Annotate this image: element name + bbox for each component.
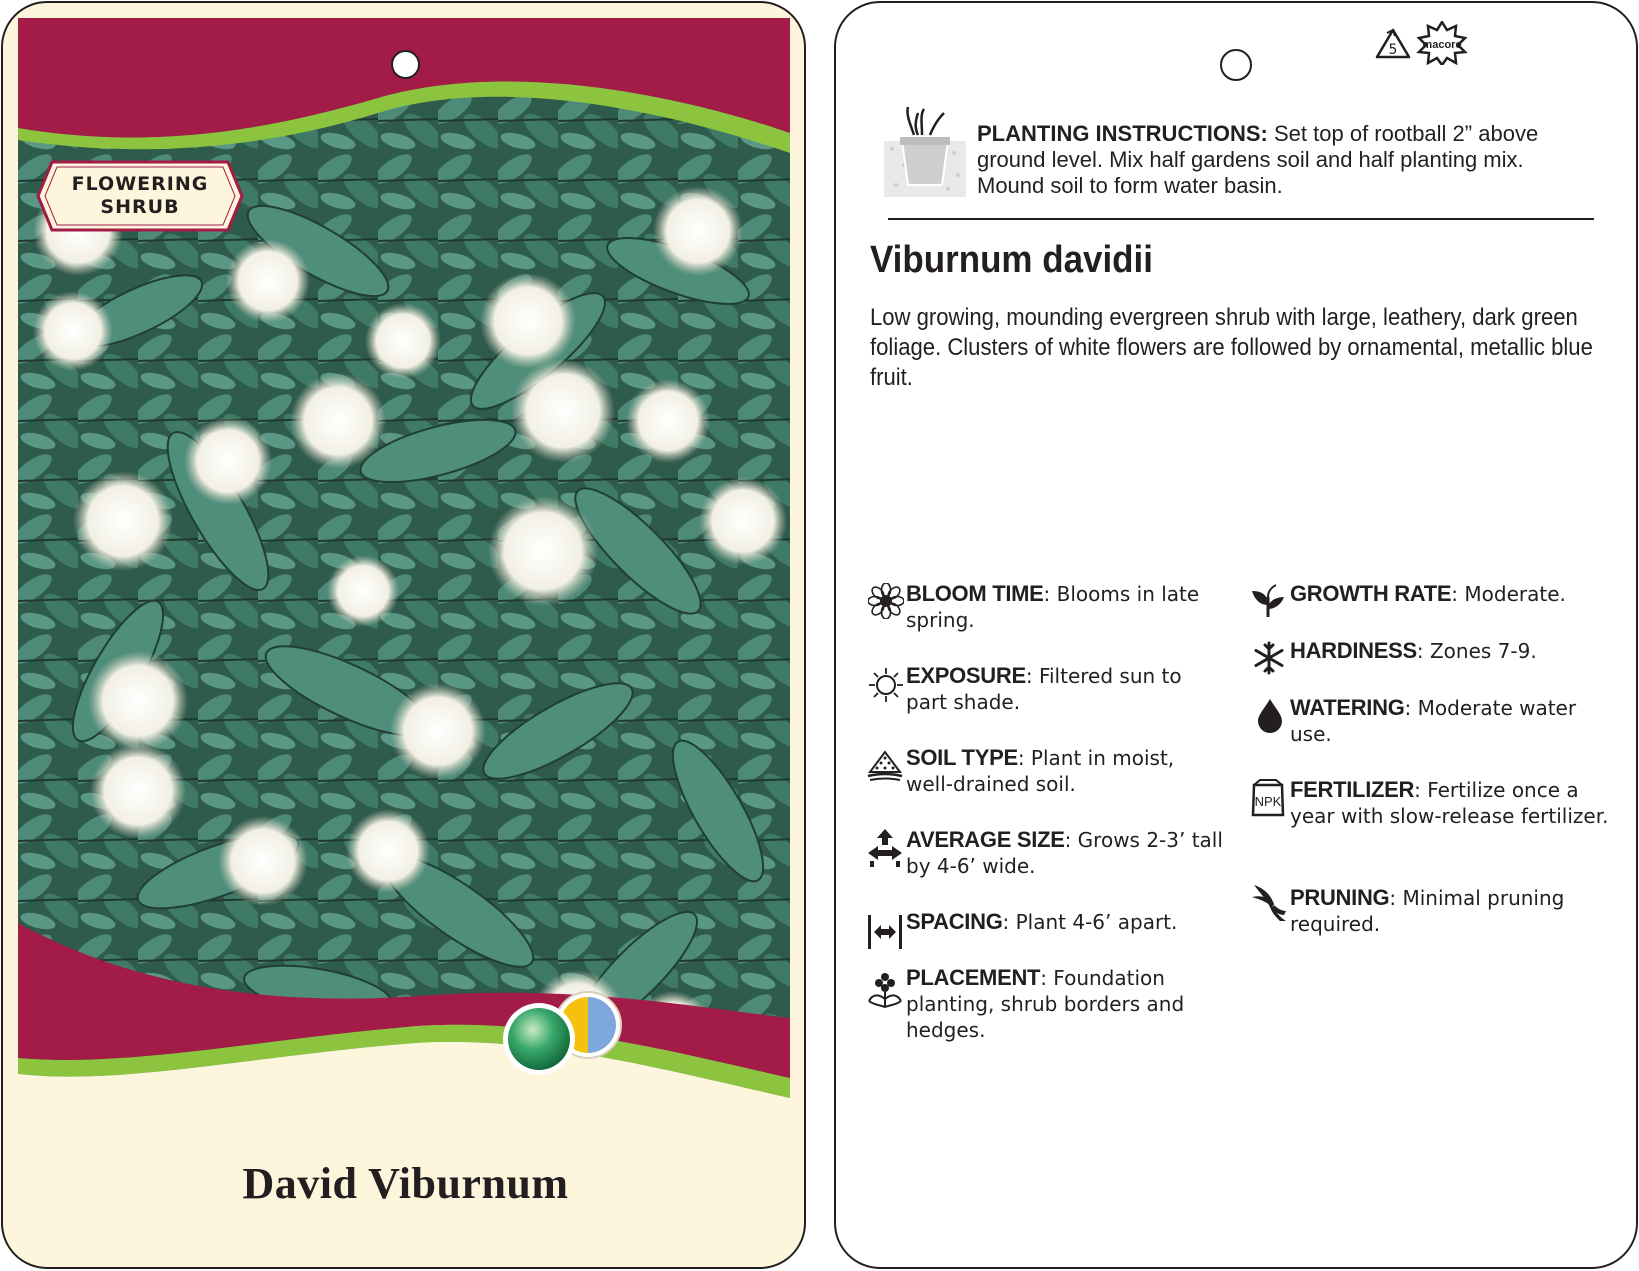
- recycle-number: 5: [1388, 42, 1398, 58]
- average-size-label: AVERAGE SIZE: [906, 827, 1065, 852]
- attr-hardiness: [1290, 638, 1610, 664]
- soil-type-label: SOIL TYPE: [906, 745, 1018, 770]
- placement-value: : Foundation planting, shrub borders and hedges.: [906, 966, 1185, 1042]
- pruning-label: PRUNING: [1290, 885, 1390, 910]
- fertilizer-value: : Fertilize once a year with slow-release fertilizer.: [1290, 778, 1609, 828]
- plant-tag-back: [834, 1, 1638, 1269]
- divider: [888, 218, 1594, 220]
- hang-hole-icon: [391, 50, 420, 79]
- bloom-time-label: BLOOM TIME: [906, 581, 1044, 606]
- common-name: David Viburnum: [242, 1159, 569, 1208]
- hang-hole-icon: [1220, 49, 1252, 81]
- planting-instructions: [977, 121, 1587, 199]
- growth-rate-value: : Moderate.: [1451, 582, 1566, 606]
- attr-placement: [906, 965, 1226, 1043]
- recycle-icon: [1373, 27, 1413, 61]
- fertilizer-label: FERTILIZER: [1290, 777, 1415, 802]
- fertilizer-icon: [1250, 779, 1286, 817]
- pruners-icon: [1250, 883, 1288, 923]
- flower-icon: [868, 583, 904, 619]
- exposure-value: : Filtered sun to part shade.: [906, 664, 1182, 714]
- attr-watering: [1290, 695, 1610, 747]
- category-badge: [36, 160, 244, 232]
- bloom-time-value: : Blooms in late spring.: [906, 582, 1200, 632]
- pot-icon: [884, 105, 966, 197]
- soil-type-value: : Plant in moist, well-drained soil.: [906, 746, 1175, 796]
- attr-exposure: [906, 663, 1226, 715]
- botanical-name: Viburnum davidii: [870, 239, 1153, 281]
- exposure-label: EXPOSURE: [906, 663, 1026, 688]
- category-line-2: SHRUB: [100, 196, 180, 218]
- plant-tag-front: [1, 1, 806, 1269]
- sprout-icon: [1250, 583, 1286, 619]
- sun-icon: [868, 667, 904, 703]
- attr-fertilizer: [1290, 777, 1610, 829]
- attr-average-size: [906, 827, 1226, 879]
- brand-logo-icon: [1416, 21, 1468, 65]
- brand-name: macore: [1422, 39, 1462, 51]
- attr-soil-type: [906, 745, 1226, 797]
- attr-pruning: [1290, 885, 1610, 937]
- placement-icon: [866, 971, 904, 1009]
- category-line-1: FLOWERING: [71, 173, 209, 195]
- attr-spacing: [906, 909, 1226, 935]
- average-size-value: : Grows 2-3’ tall by 4-6’ wide.: [906, 828, 1223, 878]
- fertilizer-icon-label: NPK: [1254, 794, 1282, 809]
- pruning-value: : Minimal pruning required.: [1290, 886, 1565, 936]
- sun-exposure-icon: [501, 989, 631, 1079]
- planting-heading: PLANTING INSTRUCTIONS:: [977, 121, 1268, 146]
- hardiness-value: : Zones 7-9.: [1416, 639, 1537, 663]
- attr-growth-rate: [1290, 581, 1610, 607]
- plant-description: Low growing, mounding evergreen shrub with large, leathery, dark green foliage. Clusters of white flowers are followed by ornamental, metallic blue fruit.: [870, 304, 1593, 391]
- watering-value: : Moderate water use.: [1290, 696, 1577, 746]
- watering-label: WATERING: [1290, 695, 1405, 720]
- soil-icon: [866, 748, 904, 784]
- attr-bloom-time: [906, 581, 1226, 633]
- spacing-icon: [866, 913, 904, 949]
- snowflake-icon: [1252, 641, 1286, 675]
- spacing-value: : Plant 4-6’ apart.: [1002, 910, 1178, 934]
- planting-text: Set top of rootball 2” above ground level. Mix half gardens soil and half planting mix. Mound soil to form water basin.: [977, 121, 1539, 198]
- placement-label: PLACEMENT: [906, 965, 1041, 990]
- water-drop-icon: [1256, 697, 1284, 733]
- spacing-label: SPACING: [906, 909, 1003, 934]
- size-icon: [866, 827, 904, 867]
- hardiness-label: HARDINESS: [1290, 638, 1417, 663]
- growth-rate-label: GROWTH RATE: [1290, 581, 1452, 606]
